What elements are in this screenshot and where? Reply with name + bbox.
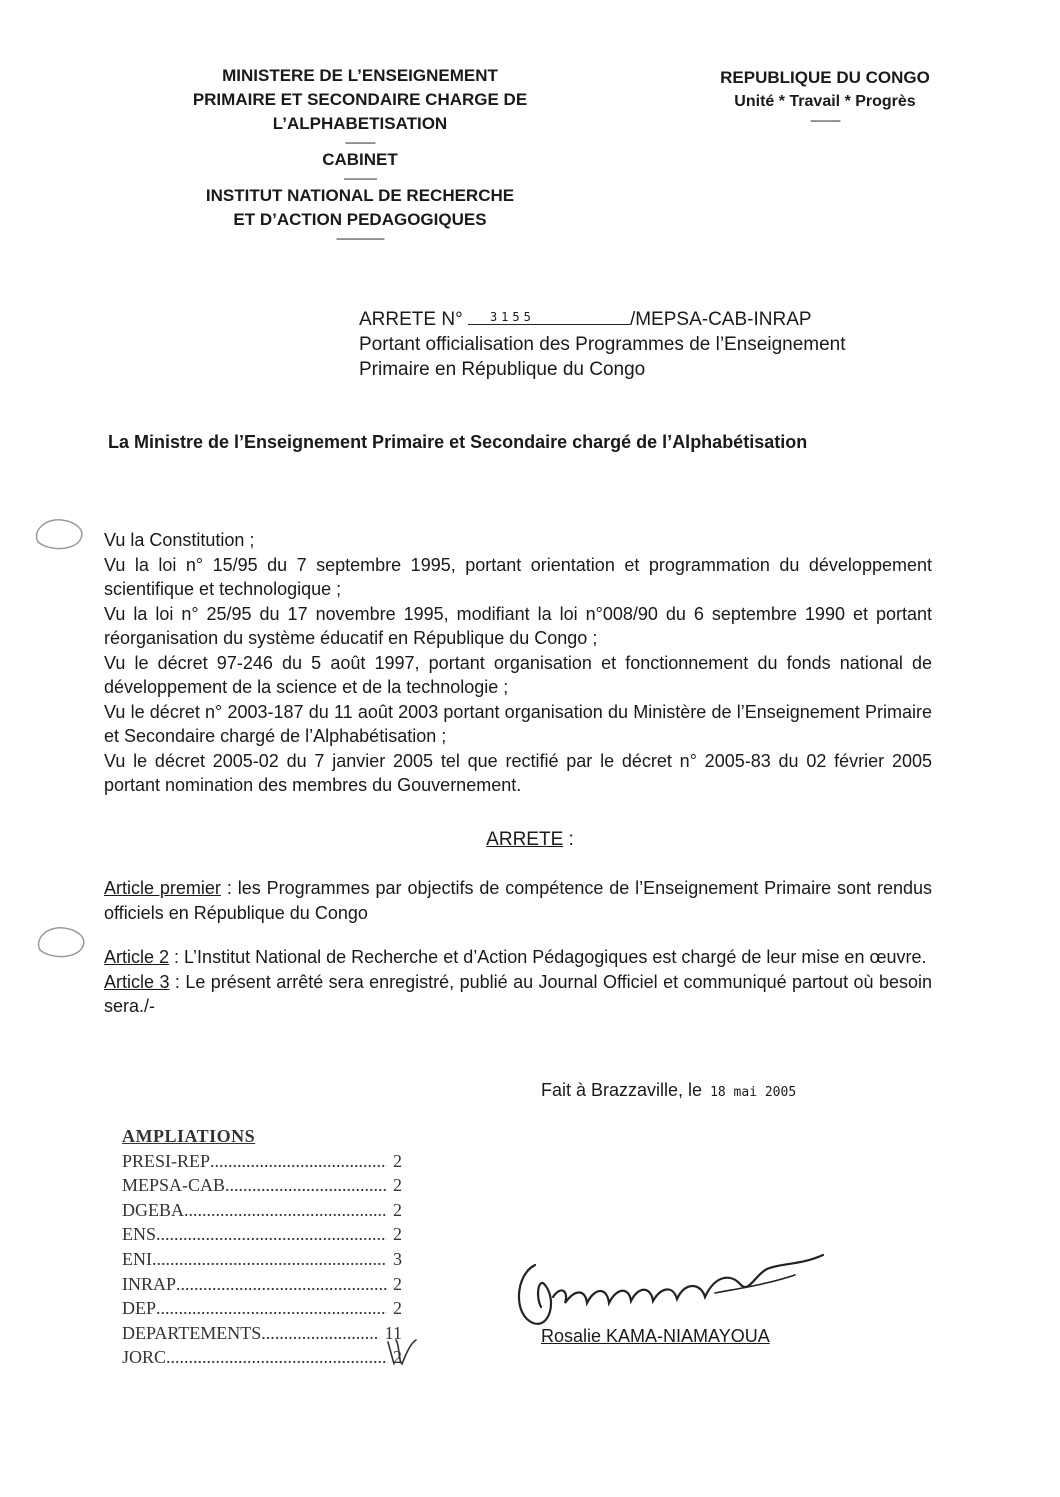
cabinet-label: CABINET <box>322 150 398 169</box>
punch-hole-mark <box>32 920 92 964</box>
decree-suffix: /MEPSA-CAB-INRAP <box>629 309 812 330</box>
leader-dots <box>156 1222 387 1247</box>
ampliation-row <box>122 1296 402 1321</box>
article-item <box>104 945 932 970</box>
recipient-name: ENI <box>122 1248 152 1269</box>
ampliation-row <box>122 1321 402 1346</box>
minister-title: La Ministre de l’Enseignement Primaire et Secondaire chargé de l’Alphabétisation <box>108 432 808 452</box>
consideration-item: Vu la loi n° 15/95 du 7 septembre 1995, portant orientation et programmation du développement scientifique et technologique ; <box>104 554 932 599</box>
ampliation-row <box>122 1149 402 1174</box>
recipient-name: DGEBA <box>122 1199 184 1220</box>
ampliation-row <box>122 1247 402 1272</box>
copy-count: 3 <box>393 1248 402 1269</box>
decree-subject-line-1: Portant officialisation des Programmes de l’Enseignement <box>359 334 846 355</box>
considerations-list <box>104 528 932 798</box>
ampliation-row <box>122 1345 402 1370</box>
republic-header <box>690 66 960 126</box>
article-item <box>104 876 932 925</box>
article-text: : les Programmes par objectifs de compétence de l’Enseignement Primaire sont rendus officiels en République du Congo <box>104 878 932 923</box>
handwritten-mark <box>384 1334 418 1370</box>
copy-count: 2 <box>393 1224 402 1245</box>
consideration-item: Vu la loi n° 25/95 du 17 novembre 1995, modifiant la loi n°008/90 du 6 septembre 1990 et portant réorganisation du système éducatif en République du Congo ; <box>104 603 932 648</box>
leader-dots <box>152 1247 387 1272</box>
place-text: Fait à Brazzaville, le <box>541 1080 703 1100</box>
ampliation-row <box>122 1198 402 1223</box>
recipient-name: ENS <box>122 1224 157 1245</box>
copy-count: 2 <box>393 1150 402 1171</box>
leader-dots <box>225 1173 387 1198</box>
header-separator: ----------- <box>343 171 377 185</box>
header-separator: ---------------- <box>336 231 384 245</box>
ampliations-list <box>122 1124 402 1370</box>
copy-count: 2 <box>393 1273 402 1294</box>
leader-dots <box>261 1321 378 1346</box>
copy-count: 2 <box>393 1347 402 1368</box>
ampliation-row <box>122 1272 402 1297</box>
article-label: Article 2 <box>104 947 170 967</box>
decree-reference <box>359 307 939 382</box>
leader-dots <box>166 1345 387 1370</box>
signing-date: 18 mai 2005 <box>710 1085 797 1100</box>
copy-count: 2 <box>393 1175 402 1196</box>
institute-line-2: ET D’ACTION PEDAGOGIQUES <box>233 210 487 229</box>
arrete-colon: : <box>563 829 574 850</box>
recipient-name: DEP <box>122 1298 157 1319</box>
decree-subject-line-2: Primaire en République du Congo <box>359 359 646 380</box>
header-separator: ---------- <box>345 135 375 149</box>
ministry-line-1: MINISTERE DE L’ENSEIGNEMENT <box>222 66 498 85</box>
article-item <box>104 970 932 1019</box>
recipient-name: DEPARTEMENTS <box>122 1322 262 1343</box>
recipient-name: INRAP <box>122 1273 177 1294</box>
consideration-item: Vu le décret 97-246 du 5 août 1997, portant organisation et fonctionnement du fonds national de développement de la science et de la technologie ; <box>104 652 932 697</box>
leader-dots <box>184 1198 387 1223</box>
header-separator: ---------- <box>810 113 840 127</box>
place-and-date <box>541 1080 796 1101</box>
country-name: REPUBLIQUE DU CONGO <box>720 68 930 87</box>
leader-dots <box>210 1149 387 1174</box>
ampliation-row <box>122 1173 402 1198</box>
institute-line-1: INSTITUT NATIONAL DE RECHERCHE <box>205 186 515 205</box>
ministry-header <box>150 64 570 244</box>
signatory-name: Rosalie KAMA-NIAMAYOUA <box>541 1326 770 1346</box>
leader-dots <box>156 1296 387 1321</box>
recipient-name: JORC <box>122 1347 167 1368</box>
ministry-line-3: L’ALPHABETISATION <box>272 114 448 133</box>
copy-count: 2 <box>393 1199 402 1220</box>
copy-count: 11 <box>384 1322 402 1343</box>
arrete-heading <box>0 829 1060 851</box>
article-label: Article premier <box>104 878 221 898</box>
article-text: : L’Institut National de Recherche et d’Action Pédagogiques est chargé de leur mise en œuvre. <box>169 947 927 967</box>
consideration-item: Vu le décret n° 2003-187 du 11 août 2003 portant organisation du Ministère de l’Enseignement Primaire et Secondaire chargé de l’Alphabétisation ; <box>104 701 932 746</box>
ministry-line-2: PRIMAIRE ET SECONDAIRE CHARGE DE <box>192 90 528 109</box>
decree-number-line <box>359 307 939 332</box>
punch-hole-mark <box>30 512 90 556</box>
articles-list <box>104 876 932 1019</box>
article-label: Article 3 <box>104 971 170 992</box>
ampliation-row <box>122 1222 402 1247</box>
leader-dots <box>176 1272 387 1297</box>
decree-prefix: ARRETE N° <box>359 309 463 330</box>
consideration-item: Vu la Constitution ; <box>104 530 255 550</box>
article-text: : Le présent arrêté sera enregistré, publié au Journal Officiel et communiqué partout où besoin sera./- <box>104 971 932 1016</box>
copy-count: 2 <box>393 1298 402 1319</box>
decree-number: 3155 <box>468 310 630 325</box>
recipient-name: PRESI-REP <box>122 1150 211 1171</box>
ampliations-title: AMPLIATIONS <box>122 1126 256 1146</box>
consideration-item: Vu le décret 2005-02 du 7 janvier 2005 tel que rectifié par le décret n° 2005-83 du 02 février 2005 portant nomination des membres du Gouvernement. <box>104 750 932 795</box>
arrete-label: ARRETE <box>486 829 564 850</box>
recipient-name: MEPSA-CAB <box>122 1175 226 1196</box>
handwritten-signature <box>505 1245 835 1335</box>
national-motto: Unité * Travail * Progrès <box>734 93 916 110</box>
